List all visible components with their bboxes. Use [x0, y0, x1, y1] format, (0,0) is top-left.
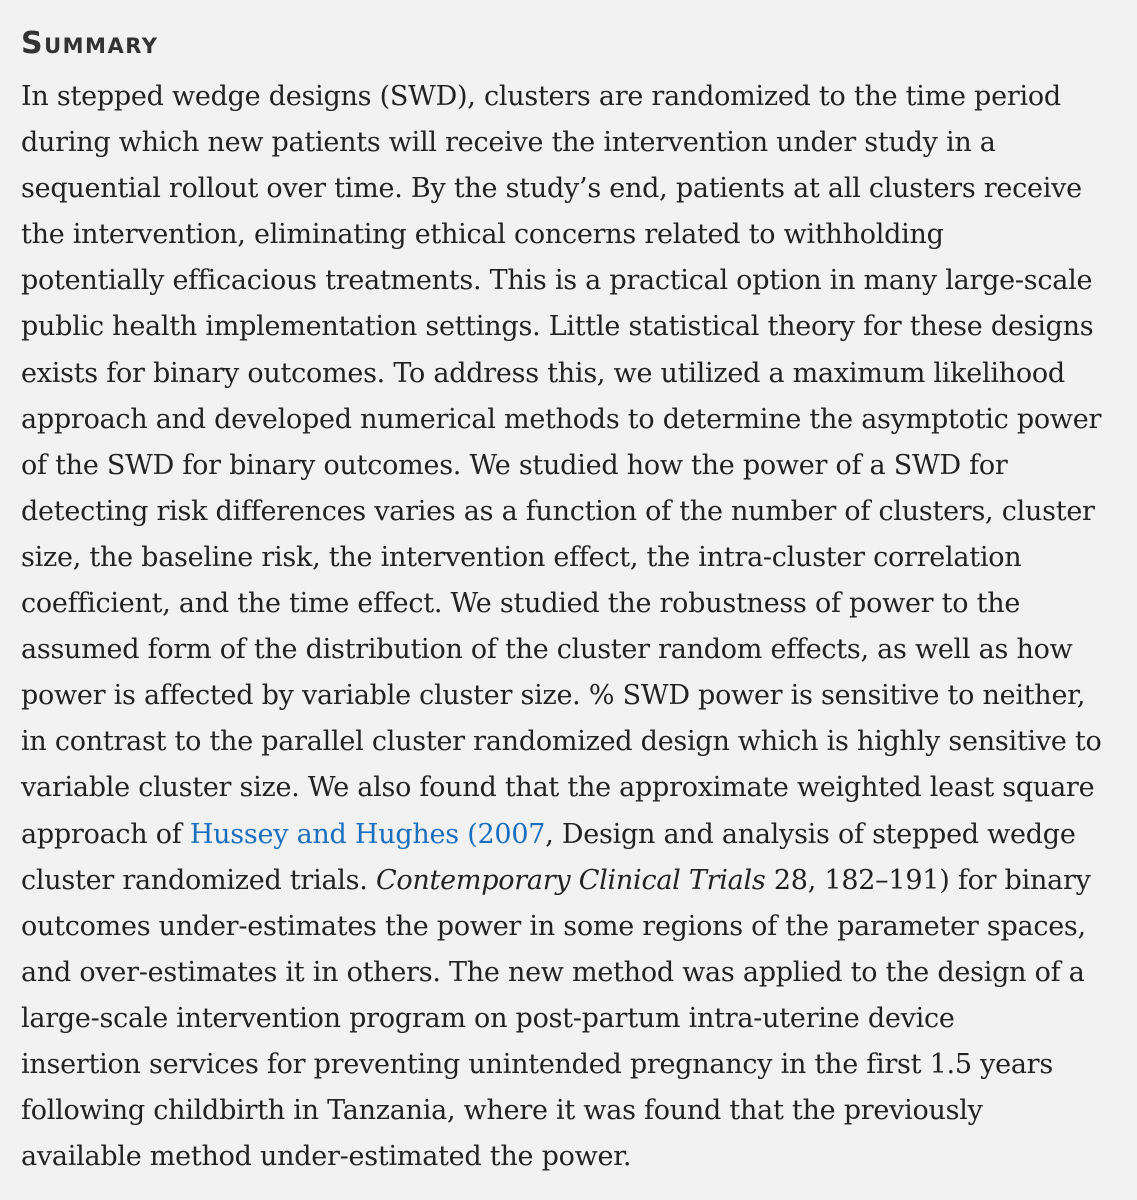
abstract-line: public health implementation settings. Little statistical theory for these designs: [21, 311, 1094, 343]
abstract-line: assumed form of the distribution of the cluster random effects, as well as how: [21, 634, 1073, 666]
abstract-line: potentially efficacious treatments. This is a practical option in many large-scale: [21, 265, 1093, 297]
abstract-line: and over-estimates it in others. The new method was applied to the design of a: [21, 956, 1085, 988]
line-prefix: approach of: [21, 818, 190, 850]
abstract-line: variable cluster size. We also found that the approximate weighted least square: [21, 772, 1095, 804]
abstract-text: [21, 74, 1131, 1180]
journal-name: Contemporary Clinical Trials: [375, 864, 766, 896]
citation-link[interactable]: Hussey and Hughes (2007: [189, 818, 546, 850]
abstract-line: coefficient, and the time effect. We studied the robustness of power to the: [21, 588, 1021, 620]
abstract-line-journal: [21, 858, 1131, 904]
abstract-line: available method under-estimated the power.: [21, 1141, 632, 1173]
abstract-line: following childbirth in Tanzania, where it was found that the previously: [21, 1095, 983, 1127]
abstract-line: detecting risk differences varies as a function of the number of clusters, cluster: [21, 495, 1095, 527]
abstract-line: approach and developed numerical methods to determine the asymptotic power: [21, 403, 1102, 435]
line-prefix: cluster randomized trials.: [21, 864, 376, 896]
abstract-line: during which new patients will receive the intervention under study in a: [21, 127, 996, 159]
abstract-line: large-scale intervention program on post-partum intra-uterine device: [21, 1002, 955, 1034]
abstract-line: insertion services for preventing unintended pregnancy in the first 1.5 years: [21, 1048, 1053, 1080]
abstract-line: exists for binary outcomes. To address this, we utilized a maximum likelihood: [21, 357, 1065, 389]
abstract-line: size, the baseline risk, the intervention effect, the intra-cluster correlation: [21, 541, 1022, 573]
abstract-line: outcomes under-estimates the power in some regions of the parameter spaces,: [21, 910, 1086, 942]
abstract-line: in contrast to the parallel cluster randomized design which is highly sensitive to: [21, 726, 1102, 758]
abstract-line: the intervention, eliminating ethical concerns related to withholding: [21, 219, 944, 251]
abstract-line-citation: [21, 812, 1131, 858]
abstract-line: power is affected by variable cluster size. % SWD power is sensitive to neither,: [21, 680, 1086, 712]
abstract-line: sequential rollout over time. By the study’s end, patients at all clusters receive: [21, 173, 1082, 205]
line-suffix: 28, 182–191) for binary: [765, 864, 1091, 896]
abstract-line: of the SWD for binary outcomes. We studied how the power of a SWD for: [21, 449, 1008, 481]
abstract-line: In stepped wedge designs (SWD), clusters are randomized to the time period: [21, 81, 1061, 112]
summary-heading: Summary: [21, 26, 159, 61]
line-suffix: , Design and analysis of stepped wedge: [545, 818, 1076, 850]
